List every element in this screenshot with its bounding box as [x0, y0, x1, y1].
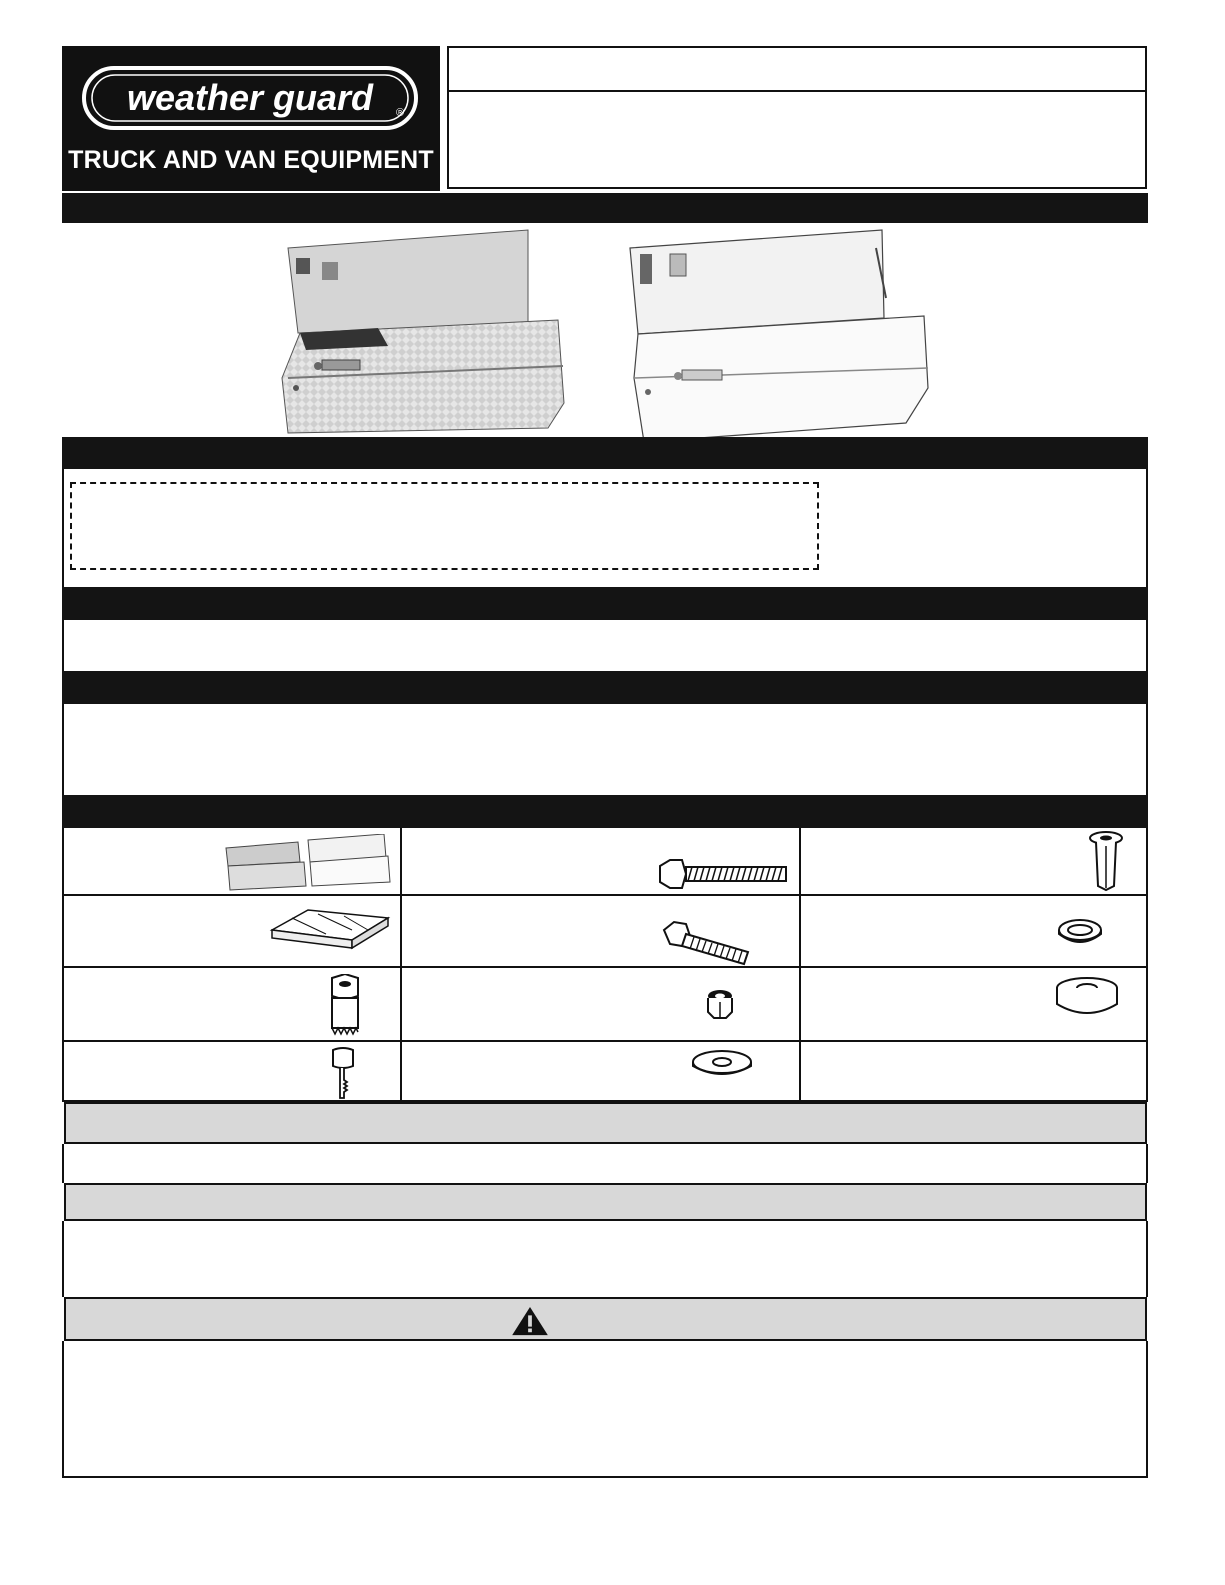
lock-nut-icon	[704, 988, 736, 1020]
grid-divider	[64, 1040, 1146, 1042]
document-title-box	[447, 46, 1147, 189]
brand-logo-block	[62, 46, 440, 191]
gray-band-1	[64, 1102, 1147, 1144]
section-frame-3	[62, 620, 1148, 671]
grid-divider	[400, 828, 402, 1100]
hex-bolt-long-icon	[658, 858, 790, 890]
section-bar-parts	[62, 795, 1148, 828]
key-icon	[330, 1046, 356, 1100]
warning-triangle-icon	[510, 1306, 550, 1336]
lock-washer-icon	[1056, 916, 1104, 946]
section-bar-2	[62, 437, 1148, 469]
grid-divider	[64, 894, 1146, 896]
rivnut-icon	[1086, 830, 1126, 892]
logo-wordmark: weather guard	[126, 77, 374, 118]
section-frame-gray-2	[62, 1221, 1148, 1297]
brand-tagline: TRUCK AND VAN EQUIPMENT	[68, 146, 434, 174]
title-box-divider	[449, 90, 1145, 92]
dashed-cutout-box	[70, 482, 819, 570]
hole-saw-adapter-icon	[326, 974, 364, 1036]
grid-divider	[64, 966, 1146, 968]
grid-divider	[799, 828, 801, 1100]
white-steel-chest-box-photo	[626, 228, 936, 446]
section-bar-4	[62, 671, 1148, 704]
warning-frame	[62, 1341, 1148, 1478]
aluminum-chest-box-photo	[278, 228, 568, 436]
warning-band	[64, 1297, 1147, 1341]
chest-box-pair-icon	[220, 834, 392, 892]
section-frame-gray-1	[62, 1144, 1148, 1183]
gray-band-2	[64, 1183, 1147, 1221]
spacer-ring-icon	[1054, 976, 1120, 1018]
tray-icon	[268, 904, 392, 956]
section-frame-4	[62, 704, 1148, 795]
flat-washer-icon	[690, 1048, 754, 1080]
logo-registered-mark: ®	[396, 107, 405, 119]
section-bar-top	[62, 193, 1148, 223]
hex-bolt-short-icon	[660, 918, 752, 966]
section-bar-3	[62, 587, 1148, 620]
weather-guard-logo	[80, 64, 420, 132]
